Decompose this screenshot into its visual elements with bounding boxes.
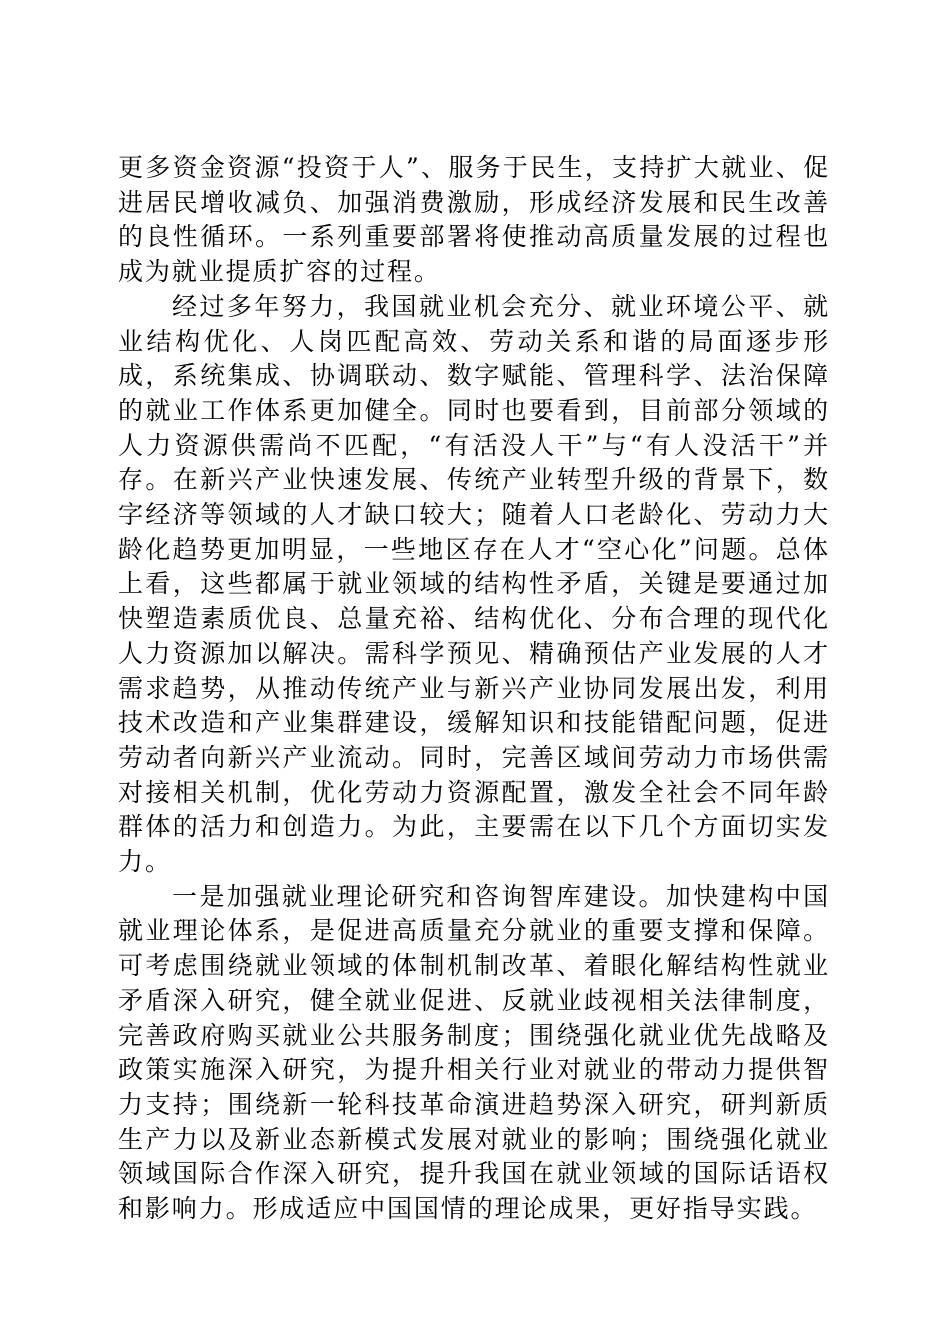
paragraph-employment-situation: 经过多年努力，我国就业机会充分、就业环境公平、就业结构优化、人岗匹配高效、劳动关系和谐的局面逐步形成，系统集成、协调联动、数字赋能、管理科学、法治保障的就业工作体系更加健全。同时也要看到，目前部分领域的人力资源供需尚不匹配，“有活没人干”与“有人没活干”并存。在新兴产业快速发展、传统产业转型升级的背景下，数字经济等领域的人才缺口较大；随着人口老龄化、劳动力大龄化趋势更加明显，一些地区存在人才“空心化”问题。总体上看，这些都属于就业领域的结构性矛盾，关键是要通过加快塑造素质优良、总量充裕、结构优化、分布合理的现代化人力资源加以解决。需科学预见、精确预估产业发展的人才需求趋势，从推动传统产业与新兴产业协同发展出发，利用技术改造和产业集群建设，缓解知识和技能错配问题，促进劳动者向新兴产业流动。同时，完善区域间劳动力市场供需对接相关机制，优化劳动力资源配置，激发全社会不同年龄群体的活力和创造力。为此，主要需在以下几个方面切实发力。 [118, 291, 830, 877]
document-body [118, 151, 830, 1227]
paragraph-theory-research: 一是加强就业理论研究和咨询智库建设。加快建构中国就业理论体系，是促进高质量充分就业的重要支撑和保障。可考虑围绕就业领域的体制机制改革、着眼化解结构性就业矛盾深入研究，健全就业促进、反就业歧视相关法律制度，完善政府购买就业公共服务制度；围绕强化就业优先战略及政策实施深入研究，为提升相关行业对就业的带动力提供智力支持；围绕新一轮科技革命演进趋势深入研究，研判新质生产力以及新业态新模式发展对就业的影响；围绕强化就业领域国际合作深入研究，提升我国在就业领域的国际话语权和影响力。形成适应中国国情的理论成果，更好指导实践。 [118, 881, 830, 1224]
paragraph-continuation: 更多资金资源“投资于人”、服务于民生，支持扩大就业、促进居民增收减负、加强消费激励，形成经济发展和民生改善的良性循环。一系列重要部署将使推动高质量发展的过程也成为就业提质扩容的过程。 [118, 153, 830, 287]
